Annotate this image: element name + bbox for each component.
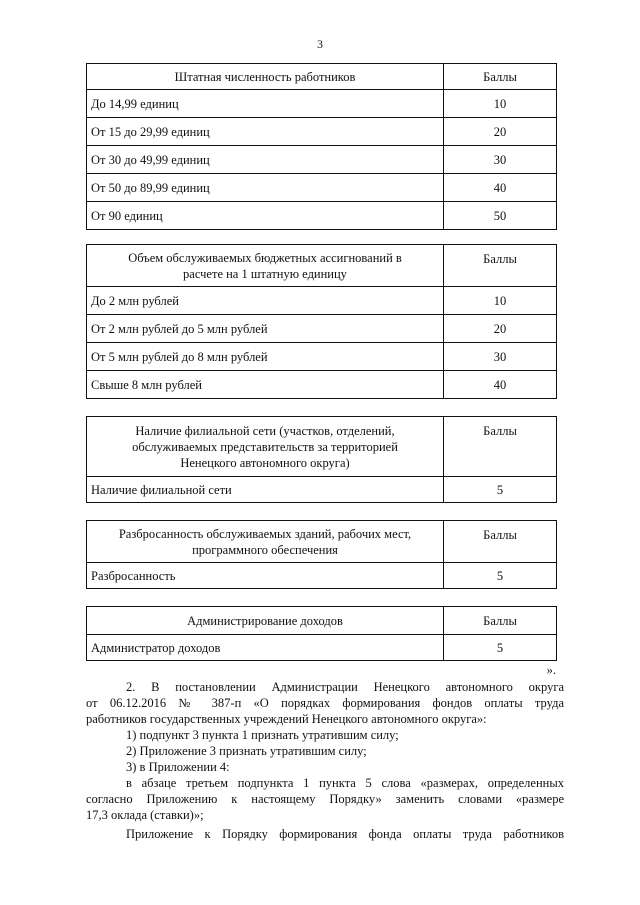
criterion-header	[87, 245, 444, 287]
table-row	[87, 287, 557, 315]
row-points: 5	[444, 477, 557, 503]
row-label: До 2 млн рублей	[87, 287, 444, 315]
row-label: Наличие филиальной сети	[87, 477, 444, 503]
paragraph-line: согласно Приложению к настоящему Порядку» заменить словами «размере	[86, 792, 564, 806]
staff-count-table	[86, 63, 557, 230]
table-row	[87, 563, 557, 589]
header-line: обслуживаемых представительств за территорией	[132, 439, 398, 454]
criterion-header	[87, 521, 444, 563]
table-row	[87, 146, 557, 174]
row-points: 5	[444, 635, 557, 661]
item2-line: работников государственных учреждений Ненецкого автономного округа»:	[86, 712, 487, 726]
row-points: 50	[444, 202, 557, 230]
budget-allocations-table	[86, 244, 557, 399]
header-line: Ненецкого автономного округа)	[180, 455, 350, 470]
table-row	[87, 343, 557, 371]
row-label: От 30 до 49,99 единиц	[87, 146, 444, 174]
closing-quote: ».	[546, 663, 556, 677]
subitem-1: 1) подпункт 3 пункта 1 признать утратившим силу;	[126, 728, 399, 742]
table-row	[87, 371, 557, 399]
row-label: От 50 до 89,99 единиц	[87, 174, 444, 202]
table-row	[87, 477, 557, 503]
row-label: Администратор доходов	[87, 635, 444, 661]
paragraph-line: в абзаце третьем подпункта 1 пункта 5 слова «размерах, определенных	[126, 776, 564, 790]
header-line: расчете на 1 штатную единицу	[183, 266, 347, 281]
row-label: От 15 до 29,99 единиц	[87, 118, 444, 146]
table-header-row	[87, 417, 557, 477]
row-label: До 14,99 единиц	[87, 90, 444, 118]
subitem-3: 3) в Приложении 4:	[126, 760, 230, 774]
points-header: Баллы	[444, 417, 557, 477]
page-number: 3	[317, 37, 323, 51]
table-header-row	[87, 64, 557, 90]
row-points: 10	[444, 90, 557, 118]
item2-line: 2. В постановлении Администрации Ненецкого автономного округа	[126, 680, 564, 694]
header-line: Разбросанность обслуживаемых зданий, рабочих мест,	[118, 526, 412, 541]
item2-line: от 06.12.2016 № 387-п «О порядках формирования фондов оплаты труда	[86, 696, 564, 710]
table-header-row	[87, 521, 557, 563]
table-row	[87, 174, 557, 202]
header-line: программного обеспечения	[192, 542, 338, 557]
row-label: От 90 единиц	[87, 202, 444, 230]
table-row	[87, 635, 557, 661]
branch-network-table	[86, 416, 557, 503]
row-points: 30	[444, 343, 557, 371]
row-label: Разбросанность	[87, 563, 444, 589]
subitem-2: 2) Приложение 3 признать утратившим силу;	[126, 744, 367, 758]
row-label: От 2 млн рублей до 5 млн рублей	[87, 315, 444, 343]
criterion-header: Штатная численность работников	[87, 64, 444, 90]
row-points: 10	[444, 287, 557, 315]
row-points: 5	[444, 563, 557, 589]
row-points: 40	[444, 371, 557, 399]
last-line: Приложение к Порядку формирования фонда оплаты труда работников	[126, 827, 564, 841]
table-row	[87, 118, 557, 146]
row-points: 40	[444, 174, 557, 202]
row-points: 30	[444, 146, 557, 174]
row-points: 20	[444, 118, 557, 146]
header-line: Объем обслуживаемых бюджетных ассигнований в	[128, 250, 402, 265]
row-label: Свыше 8 млн рублей	[87, 371, 444, 399]
points-header: Баллы	[444, 64, 557, 90]
points-header: Баллы	[444, 607, 557, 635]
header-line: Наличие филиальной сети (участков, отделений,	[135, 423, 395, 438]
points-header: Баллы	[444, 521, 557, 563]
table-row	[87, 315, 557, 343]
table-row	[87, 90, 557, 118]
criterion-header: Администрирование доходов	[87, 607, 444, 635]
table-header-row	[87, 607, 557, 635]
criterion-header	[87, 417, 444, 477]
table-header-row	[87, 245, 557, 287]
points-header: Баллы	[444, 245, 557, 287]
table-row	[87, 202, 557, 230]
row-label: От 5 млн рублей до 8 млн рублей	[87, 343, 444, 371]
amendment-body	[86, 679, 564, 842]
paragraph-line: 17,3 оклада (ставки)»;	[86, 808, 204, 822]
revenue-administration-table	[86, 606, 557, 661]
dispersion-table	[86, 520, 557, 589]
row-points: 20	[444, 315, 557, 343]
